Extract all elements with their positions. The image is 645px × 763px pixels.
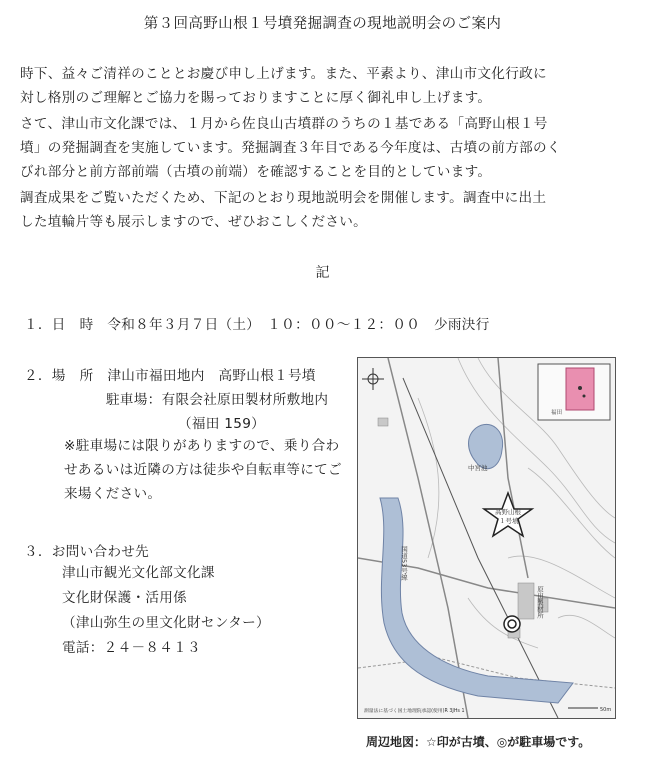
intro-line: した埴輪片等も展示しますので、ぜひおこしください。 — [20, 214, 368, 230]
intro-line: 時下、益々ご清祥のこととお慶び申し上げます。また、平素より、津山市文化行政に — [20, 66, 547, 82]
contact-line: 電話：２４－８４１３ — [62, 640, 201, 656]
parking-note-line: ※駐車場には限りがありますので、乗り合わ — [64, 438, 340, 454]
intro-line: 墳」の発掘調査を実施しています。発掘調査３年目である今年度は、古墳の前方部のく — [20, 140, 561, 156]
intro-line: 調査成果をご覧いただくため、下記のとおり現地説明会を開催します。調査中に出土 — [20, 190, 547, 206]
parking-note — [64, 434, 342, 506]
date-item: １．日 時 令和８年３月７日（土） １０：００～１２：００ 少雨決行 — [24, 317, 490, 333]
tomb-label-2: １号墳 — [499, 517, 519, 525]
intro-line: さて、津山市文化課では、１月から佐良山古墳群のうちの１基である「高野山根１号 — [20, 116, 548, 132]
tomb-label-1: 高野山根 — [495, 508, 521, 516]
area-map — [357, 357, 616, 719]
map-caption: 周辺地図：☆印が古墳、◎が駐車場です。 — [366, 735, 591, 749]
intro-line: 対し格別のご理解とご協力を賜っておりますことに厚く御礼申し上げます。 — [20, 90, 492, 106]
page-title: 第３回高野山根１号墳発掘調査の現地説明会のご案内 — [143, 16, 502, 32]
parking-address: （福田 159） — [178, 416, 266, 432]
intro-line: びれ部分と前方部前端（古墳の前端）を確認することを目的としています。 — [20, 164, 492, 180]
contact-line: 津山市観光文化部文化課 — [62, 565, 215, 581]
contact-block — [62, 561, 270, 661]
intro-paragraph-2 — [20, 112, 625, 184]
map-drawing — [358, 358, 615, 718]
contact-heading: ３．お問い合わせ先 — [24, 544, 150, 560]
contact-line: （津山弥生の里文化財センター） — [62, 615, 270, 631]
inset-label: 福田 — [551, 410, 563, 416]
place-item: ２．場 所 津山市福田地内 高野山根１号墳 — [24, 368, 316, 384]
map-credit: 測量法に基づく国土地理院承認(使用)R 3JHs 1 — [364, 709, 465, 714]
intro-paragraph-3 — [20, 186, 625, 234]
parking-item: 駐車場：有限会社原田製材所敷地内 — [106, 392, 329, 408]
road-label: 国道53号線 — [400, 546, 408, 581]
ki-heading: 記 — [315, 265, 330, 281]
parking-note-line: 来場ください。 — [64, 486, 162, 502]
intro-paragraph-1 — [20, 62, 625, 110]
parking-note-line: せあるいは近隣の方は徒歩や自転車等にてご — [64, 462, 342, 478]
pond-label: 中宮池 — [468, 464, 488, 472]
mill-label: 原田製材所 — [536, 586, 544, 619]
map-scale: 50m — [600, 707, 612, 713]
contact-line: 文化財保護・活用係 — [62, 590, 188, 606]
